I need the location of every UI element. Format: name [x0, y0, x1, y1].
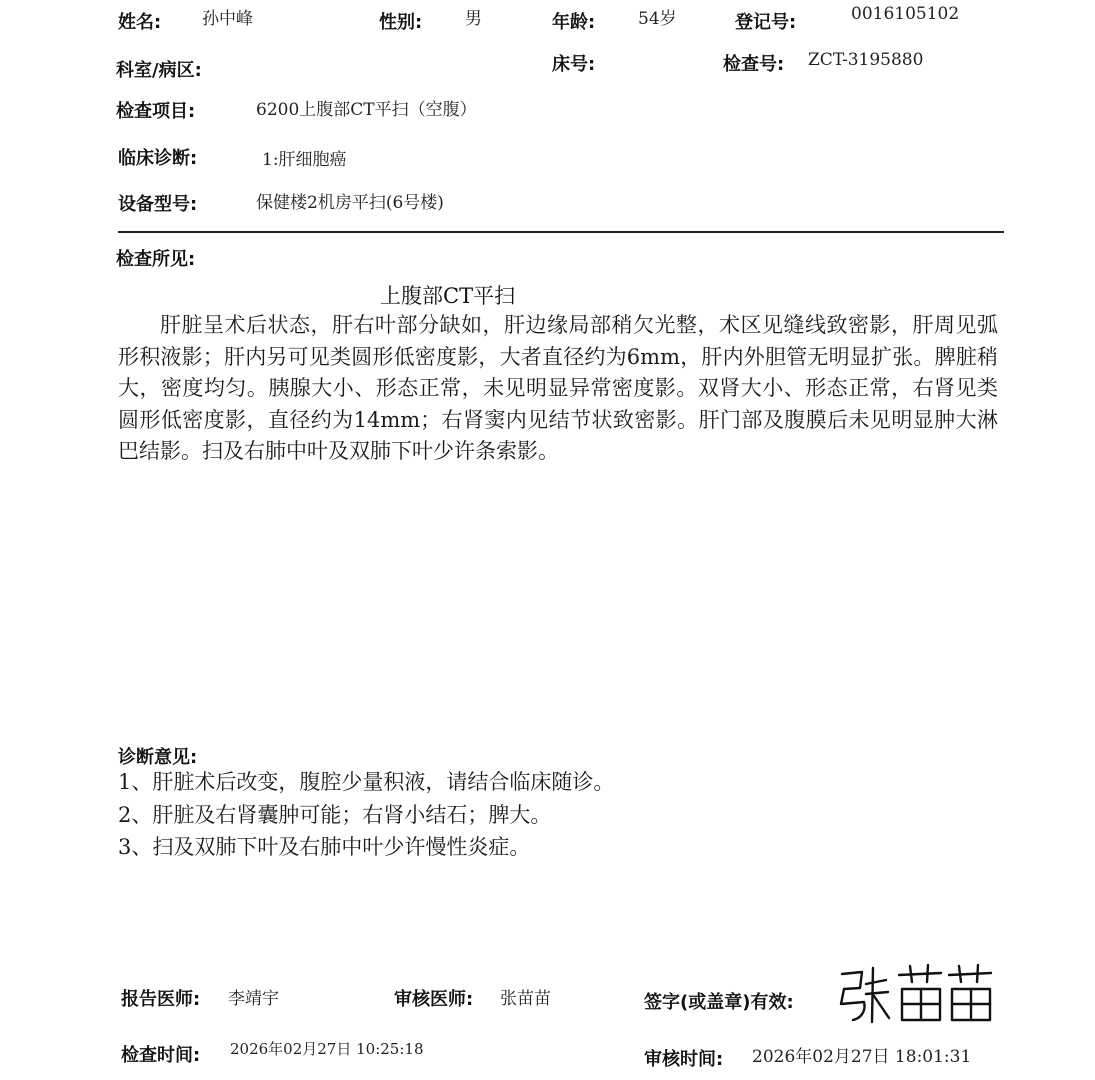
exam-item: 6200上腹部CT平扫（空腹）: [256, 100, 477, 120]
review-time-label: 审核时间:: [644, 1049, 724, 1070]
findings-label: 检查所见:: [116, 249, 196, 270]
conclusion-item-2: 2、肝脏及右肾囊肿可能；右肾小结石；脾大。: [118, 803, 552, 827]
header-divider: [118, 231, 1004, 233]
exam-no: ZCT-3195880: [808, 50, 924, 70]
findings-text: 肝脏呈术后状态，肝右叶部分缺如，肝边缘局部稍欠光整，术区见缝线致密影，肝周见弧形积液影；肝内另可见类圆形低密度影，大者直径约为6mm，肝内外胆管无明显扩张。脾脏稍大，密度均匀。胰腺大小、形态正常，未见明显异常密度影。双肾大小、形态正常，右肾见类圆形低密度影，直径约为14mm；右肾窦内见结节状致密影。肝门部及腹膜后未见明显肿大淋巴结影。扫及右肺中叶及双肺下叶少许条索影。: [118, 313, 998, 463]
exam-time: 2026年02月27日 10:25:18: [230, 1040, 424, 1058]
patient-age: 54岁: [638, 9, 677, 29]
review-time: 2026年02月27日 18:01:31: [752, 1047, 972, 1067]
age-label: 年龄:: [552, 12, 596, 33]
clinical-diagnosis-label: 临床诊断:: [118, 148, 198, 169]
handwritten-signature: [836, 962, 996, 1028]
signature-label: 签字(或盖章)有效:: [644, 992, 794, 1013]
conclusion-label: 诊断意见:: [118, 747, 198, 768]
patient-gender: 男: [465, 9, 482, 29]
reviewer-name: 张苗苗: [500, 989, 551, 1009]
gender-label: 性别:: [379, 12, 423, 33]
name-label: 姓名:: [118, 12, 162, 33]
reporter-label: 报告医师:: [121, 989, 201, 1010]
reporter-name: 李靖宇: [228, 989, 279, 1009]
reviewer-label: 审核医师:: [394, 989, 474, 1010]
device-model: 保健楼2机房平扫(6号楼): [256, 193, 444, 213]
bed-label: 床号:: [552, 54, 596, 75]
conclusion-item-1: 1、肝脏术后改变，腹腔少量积液，请结合临床随诊。: [118, 770, 615, 794]
exam-no-label: 检查号:: [723, 54, 785, 75]
conclusion-item-3: 3、扫及双肺下叶及右肺中叶少许慢性炎症。: [118, 835, 531, 859]
patient-name: 孙中峰: [202, 9, 253, 29]
findings-title: 上腹部CT平扫: [380, 284, 516, 308]
device-label: 设备型号:: [118, 194, 198, 215]
exam-item-label: 检查项目:: [116, 101, 196, 122]
reg-no: 0016105102: [851, 4, 960, 24]
dept-label: 科室/病区:: [116, 60, 202, 81]
exam-time-label: 检查时间:: [121, 1045, 201, 1066]
clinical-diagnosis: 1:肝细胞癌: [262, 150, 347, 170]
reg-no-label: 登记号:: [735, 12, 797, 33]
